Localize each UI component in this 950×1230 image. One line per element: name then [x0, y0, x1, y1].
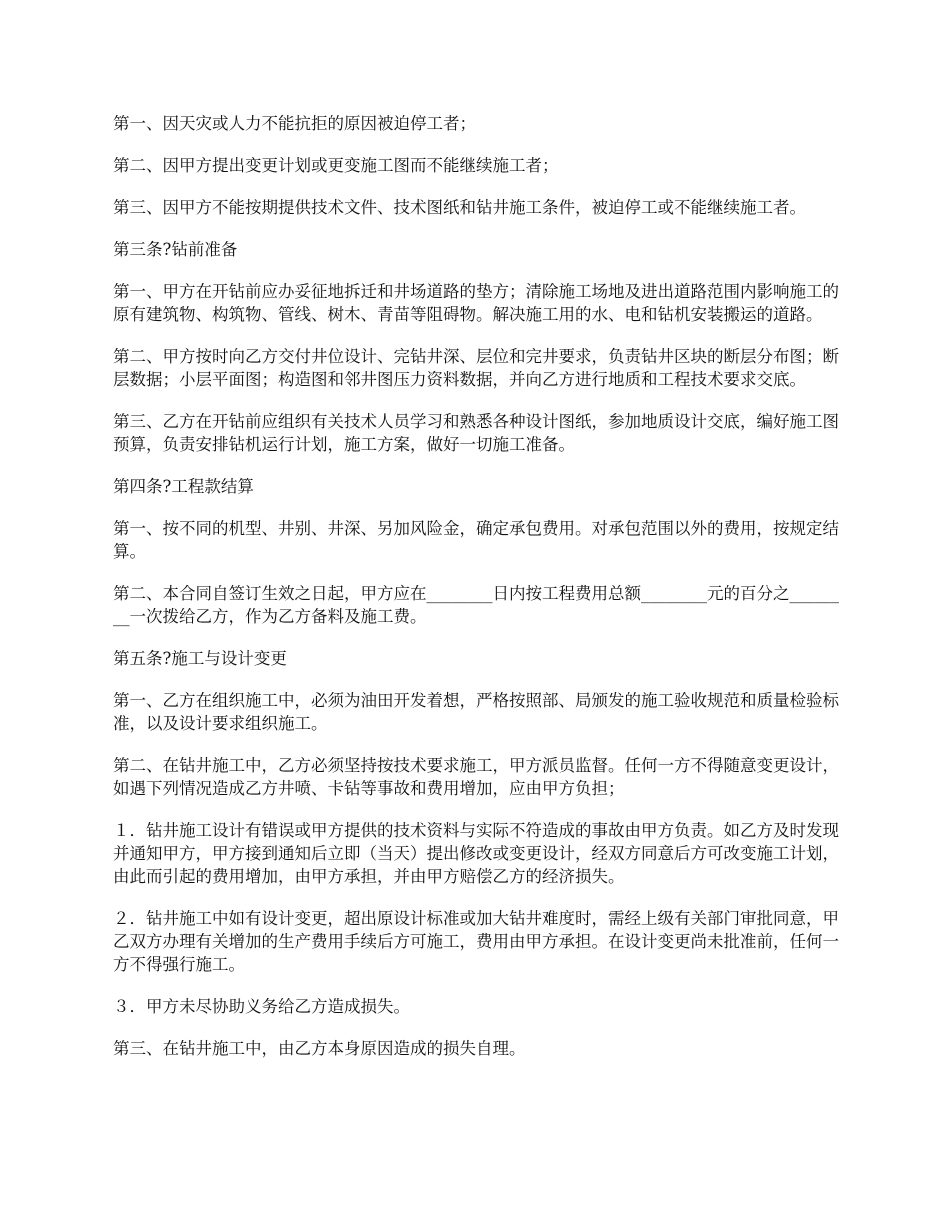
clause-paragraph: 第二、甲方按时向乙方交付井位设计、完钻井深、层位和完井要求，负责钻井区块的断层分布图；断层数据；小层平面图；构造图和邻井图压力资料数据，并向乙方进行地质和工程技术要求交底。: [113, 347, 839, 389]
clause-paragraph: 第二、本合同自签订生效之日起，甲方应在________日内按工程费用总额________元的百分之________一次拨给乙方，作为乙方备料及施工费。: [113, 584, 839, 626]
clause-paragraph: 第一、乙方在组织施工中，必须为油田开发着想，严格按照部、局颁发的施工验收规范和质量检验标准，以及设计要求组织施工。: [113, 691, 839, 733]
clause-paragraph: 第三、因甲方不能按期提供技术文件、技术图纸和钻井施工条件，被迫停工或不能继续施工者。: [113, 198, 806, 217]
clause-paragraph: 第二、因甲方提出变更计划或更变施工图而不能继续施工者；: [113, 156, 559, 175]
clause-paragraph: 第一、甲方在开钻前应办妥征地拆迁和井场道路的垫方；清除施工场地及进出道路范围内影响施工的原有建筑物、构筑物、管线、树木、青苗等阻碍物。解决施工用的水、电和钻机安装搬运的道路。: [113, 282, 839, 324]
clause-paragraph: 第一、按不同的机型、井别、井深、另加风险金，确定承包费用。对承包范围以外的费用，按规定结算。: [113, 519, 839, 561]
clause-paragraph: 第三、在钻井施工中，由乙方本身原因造成的损失自理。: [113, 1039, 526, 1058]
article-heading: 第三条?钻前准备: [113, 240, 238, 259]
clause-paragraph: 第二、在钻井施工中，乙方必须坚持按技术要求施工，甲方派员监督。任何一方不得随意变更设计，如遇下列情况造成乙方井喷、卡钻等事故和费用增加，应由甲方负担；: [113, 756, 839, 798]
document-body: [113, 112, 846, 1079]
clause-paragraph: 第一、因天灾或人力不能抗拒的原因被迫停工者；: [113, 114, 476, 133]
numbered-item: ３．甲方未尽协助义务给乙方造成损失。: [113, 997, 410, 1016]
article-heading: 第四条?工程款结算: [113, 477, 254, 496]
numbered-item: ２．钻井施工中如有设计变更，超出原设计标准或加大钻井难度时，需经上级有关部门审批同意，甲乙双方办理有关增加的生产费用手续后方可施工，费用由甲方承担。在设计变更尚未批准前，任何一方不得强行施工。: [113, 909, 839, 974]
clause-paragraph: 第三、乙方在开钻前应组织有关技术人员学习和熟悉各种设计图纸，参加地质设计交底，编好施工图预算，负责安排钻机运行计划，施工方案，做好一切施工准备。: [113, 412, 839, 454]
numbered-item: １．钻井施工设计有错误或甲方提供的技术资料与实际不符造成的事故由甲方负责。如乙方及时发现并通知甲方，甲方接到通知后立即（当天）提出修改或变更设计，经双方同意后方可改变施工计划，由此而引起的费用增加，由甲方承担，并由甲方赔偿乙方的经济损失。: [113, 821, 839, 886]
article-heading: 第五条?施工与设计变更: [113, 649, 287, 668]
